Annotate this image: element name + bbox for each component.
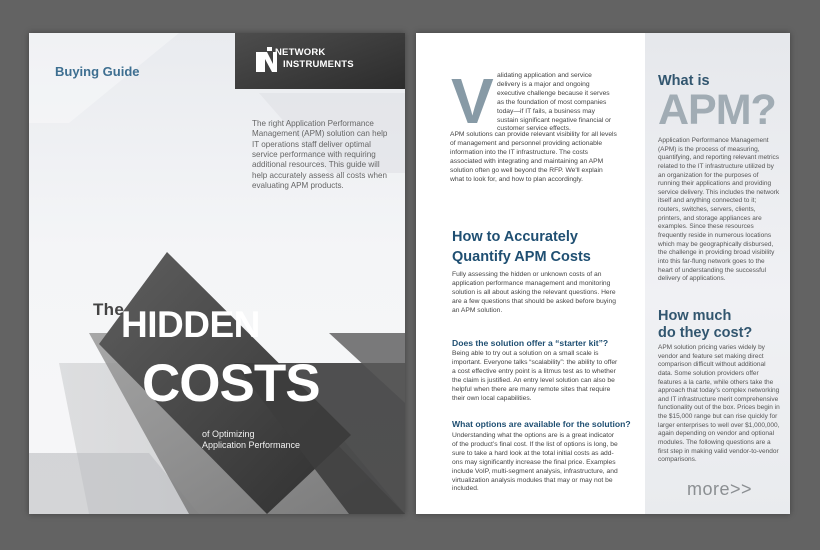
sidebar-heading-apm: APM?	[658, 86, 776, 134]
drop-cap-v: V	[451, 65, 494, 137]
cover-intro-text: The right Application Performance Management (APM) solution can help IT operations staff deliver optimal service performance with requiring additional resources. This guide will help accurately assess all costs when evaluating APM products.	[252, 119, 388, 191]
interior-page	[416, 33, 790, 514]
cover-subtitle-line2: Application Performance	[202, 440, 301, 450]
buying-guide-label: Buying Guide	[55, 64, 140, 79]
how-much-line2: do they cost?	[658, 325, 753, 342]
more-link[interactable]: more>>	[687, 479, 753, 499]
intro-paragraph-rest: APM solutions can provide relevant visibility for all levels of management and personnel providing actionable information into the IT infrastructure. The costs associated with integrating and maintaining an APM solution often go well beyond the RFP. We'll explain what to look for, and how to plan accordingly.	[450, 131, 617, 183]
intro-paragraph-first: alidating application and service delivery is a major and ongoing executive challenge because it serves as the foundation of most companies today—if IT fails, a business may sustain significant negative financial or customer service effects.	[497, 72, 612, 133]
question-starter-kit-body: Being able to try out a solution on a small scale is important. Everyone talks “scalability”: the ability to offer a cost effective entry point is a litmus test as to whether the claim is justified. An entry level solution can also be helpful when there are many remote sites that require their own local capabilities.	[452, 350, 618, 402]
sidebar-heading-what-is: What is	[658, 73, 710, 89]
how-much-line1: How much	[658, 308, 732, 324]
section-body: Fully assessing the hidden or unknown costs of an application performance management and monitoring solution is all about asking the relevant questions. Here are a few questions that should be asked before buying an APM solution.	[452, 271, 616, 314]
sidebar-cost-body: APM solution pricing varies widely by vendor and feature set making direct comparison difficult without additional data. Some solution providers offer features a la carte, while others take the approach that today’s complex networking and IT infrastructure merit comprehensive functionality out of the box. Prices begin in the $15,000 range but can rise quickly for larger enterprises to well over $1,000,000, again depending on vendor and optional modules. The following questions are a first step in making valid vendor-to-vendor comparisons.	[658, 344, 780, 464]
section-heading-line1: How to Accurately	[452, 229, 578, 245]
logo-word-network: NETWORK	[275, 47, 326, 58]
cover-title-costs: COSTS	[142, 354, 320, 413]
question-starter-kit: Does the solution offer a “starter kit”?	[452, 338, 609, 348]
sidebar-apm-definition: Application Performance Management (APM) is the process of measuring, quantifying, and reporting relevant metrics related to the IT infrastructure utilized by an organization for the purposes of running their applications and providing service delivery. This includes the network itself and anything connected to it; routers, switches, servers, clients, printers, and storage appliances are examples. Since these resources frequently reside in numerous locations which may be geographically disbursed, the challenge in providing broad visibility into this far-flung network goes to the heart of understanding the successful delivery of applications.	[658, 137, 780, 283]
section-heading	[452, 228, 591, 267]
question-options-body: Understanding what the options are is a great indicator of the product’s final cost. If the list of options is long, be sure to take a hard look at the total initial costs as add-ons may significantly increase the final price. Examples include VoIP, multi-segment analysis, infrastructure, and virtualization analysis modules that may or may not be included.	[452, 432, 618, 493]
cover-page	[29, 33, 405, 514]
question-options: What options are available for the solution?	[452, 419, 631, 429]
logo-word-instruments: INSTRUMENTS	[283, 59, 354, 70]
cover-subtitle-line1: of Optimizing	[202, 429, 255, 439]
cover-title-the: The	[93, 300, 125, 319]
section-heading-line2: Quantify APM Costs	[452, 248, 591, 265]
sidebar-heading-how-much	[658, 308, 752, 343]
cover-title-hidden: HIDDEN	[121, 304, 260, 345]
network-instruments-logo	[235, 33, 405, 89]
